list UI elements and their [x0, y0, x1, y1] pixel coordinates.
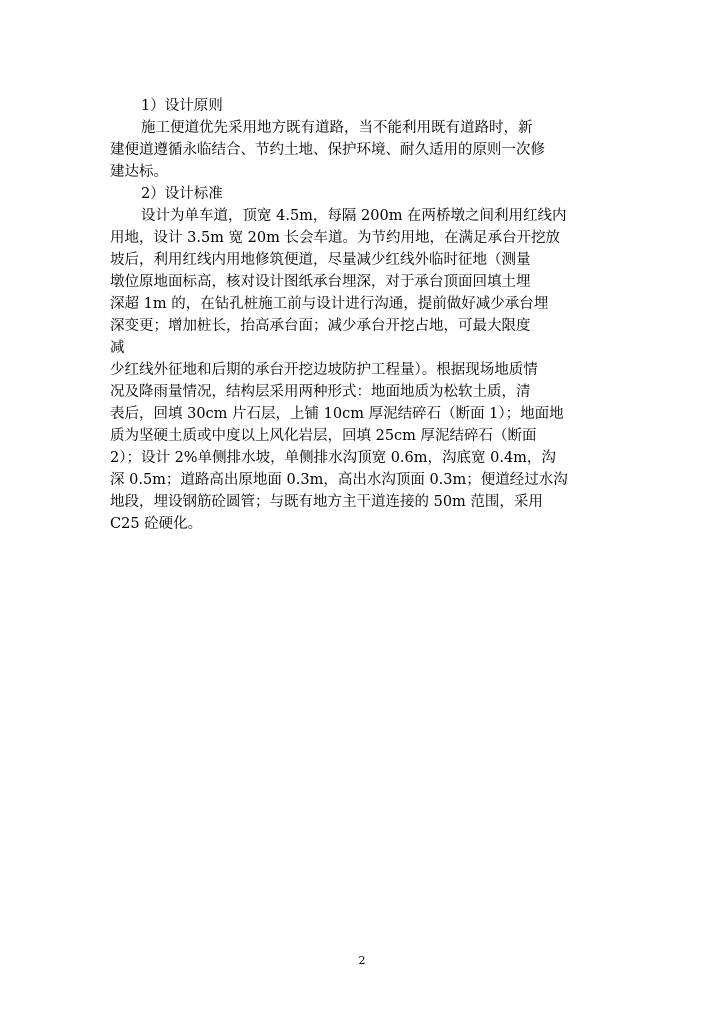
paragraph-line: 施工便道优先采用地方既有道路，当不能利用既有道路时，新 — [141, 120, 533, 136]
paragraph-line: 建便道遵循永临结合、节约土地、保护环境、耐久适用的原则一次修 — [110, 142, 545, 158]
paragraph-line: 况及降雨量情况，结构层采用两种形式：地面地质为松软土质，清 — [110, 384, 531, 400]
section-heading-design-standards: 2）设计标准 — [141, 186, 223, 202]
paragraph-line: 2）；设计 2%单侧排水坡，单侧排水沟顶宽 0.6m，沟底宽 0.4m，沟 — [110, 450, 556, 466]
paragraph-line: 地段，埋设钢筋砼圆管；与既有地方主干道连接的 50m 范围，采用 — [110, 494, 543, 510]
page-number: 2 — [358, 954, 366, 967]
paragraph-line: 深超 1m 的，在钻孔桩施工前与设计进行沟通，提前做好减少承台埋 — [110, 296, 549, 312]
paragraph-line: C25 砼硬化。 — [110, 516, 203, 532]
section-heading-design-principles: 1）设计原则 — [141, 98, 223, 114]
paragraph-line: 质为坚硬土质或中度以上风化岩层，回填 25cm 厚泥结碎石（断面 — [110, 428, 537, 444]
paragraph-line: 设计为单车道，顶宽 4.5m，每隔 200m 在两桥墩之间利用红线内 — [141, 208, 567, 224]
paragraph-line: 表后，回填 30cm 片石层，上铺 10cm 厚泥结碎石（断面 1）；地面地 — [110, 406, 564, 422]
paragraph-line: 减 — [110, 340, 125, 356]
paragraph-line: 深变更；增加桩长，抬高承台面；减少承台开挖占地，可最大限度 — [110, 318, 531, 334]
paragraph-line: 深 0.5m；道路高出原地面 0.3m，高出水沟顶面 0.3m；便道经过水沟 — [110, 472, 568, 488]
document-body — [110, 95, 620, 535]
paragraph-line: 用地，设计 3.5m 宽 20m 长会车道。为节约用地，在满足承台开挖放 — [110, 230, 560, 246]
paragraph-line: 少红线外征地和后期的承台开挖边坡防护工程量）。根据现场地质情 — [110, 362, 538, 378]
paragraph-line: 坡后，利用红线内用地修筑便道，尽量减少红线外临时征地（测量 — [110, 252, 531, 268]
paragraph-line: 墩位原地面标高，核对设计图纸承台埋深，对于承台顶面回填土埋 — [110, 274, 531, 290]
paragraph-line: 建达标。 — [110, 164, 168, 180]
